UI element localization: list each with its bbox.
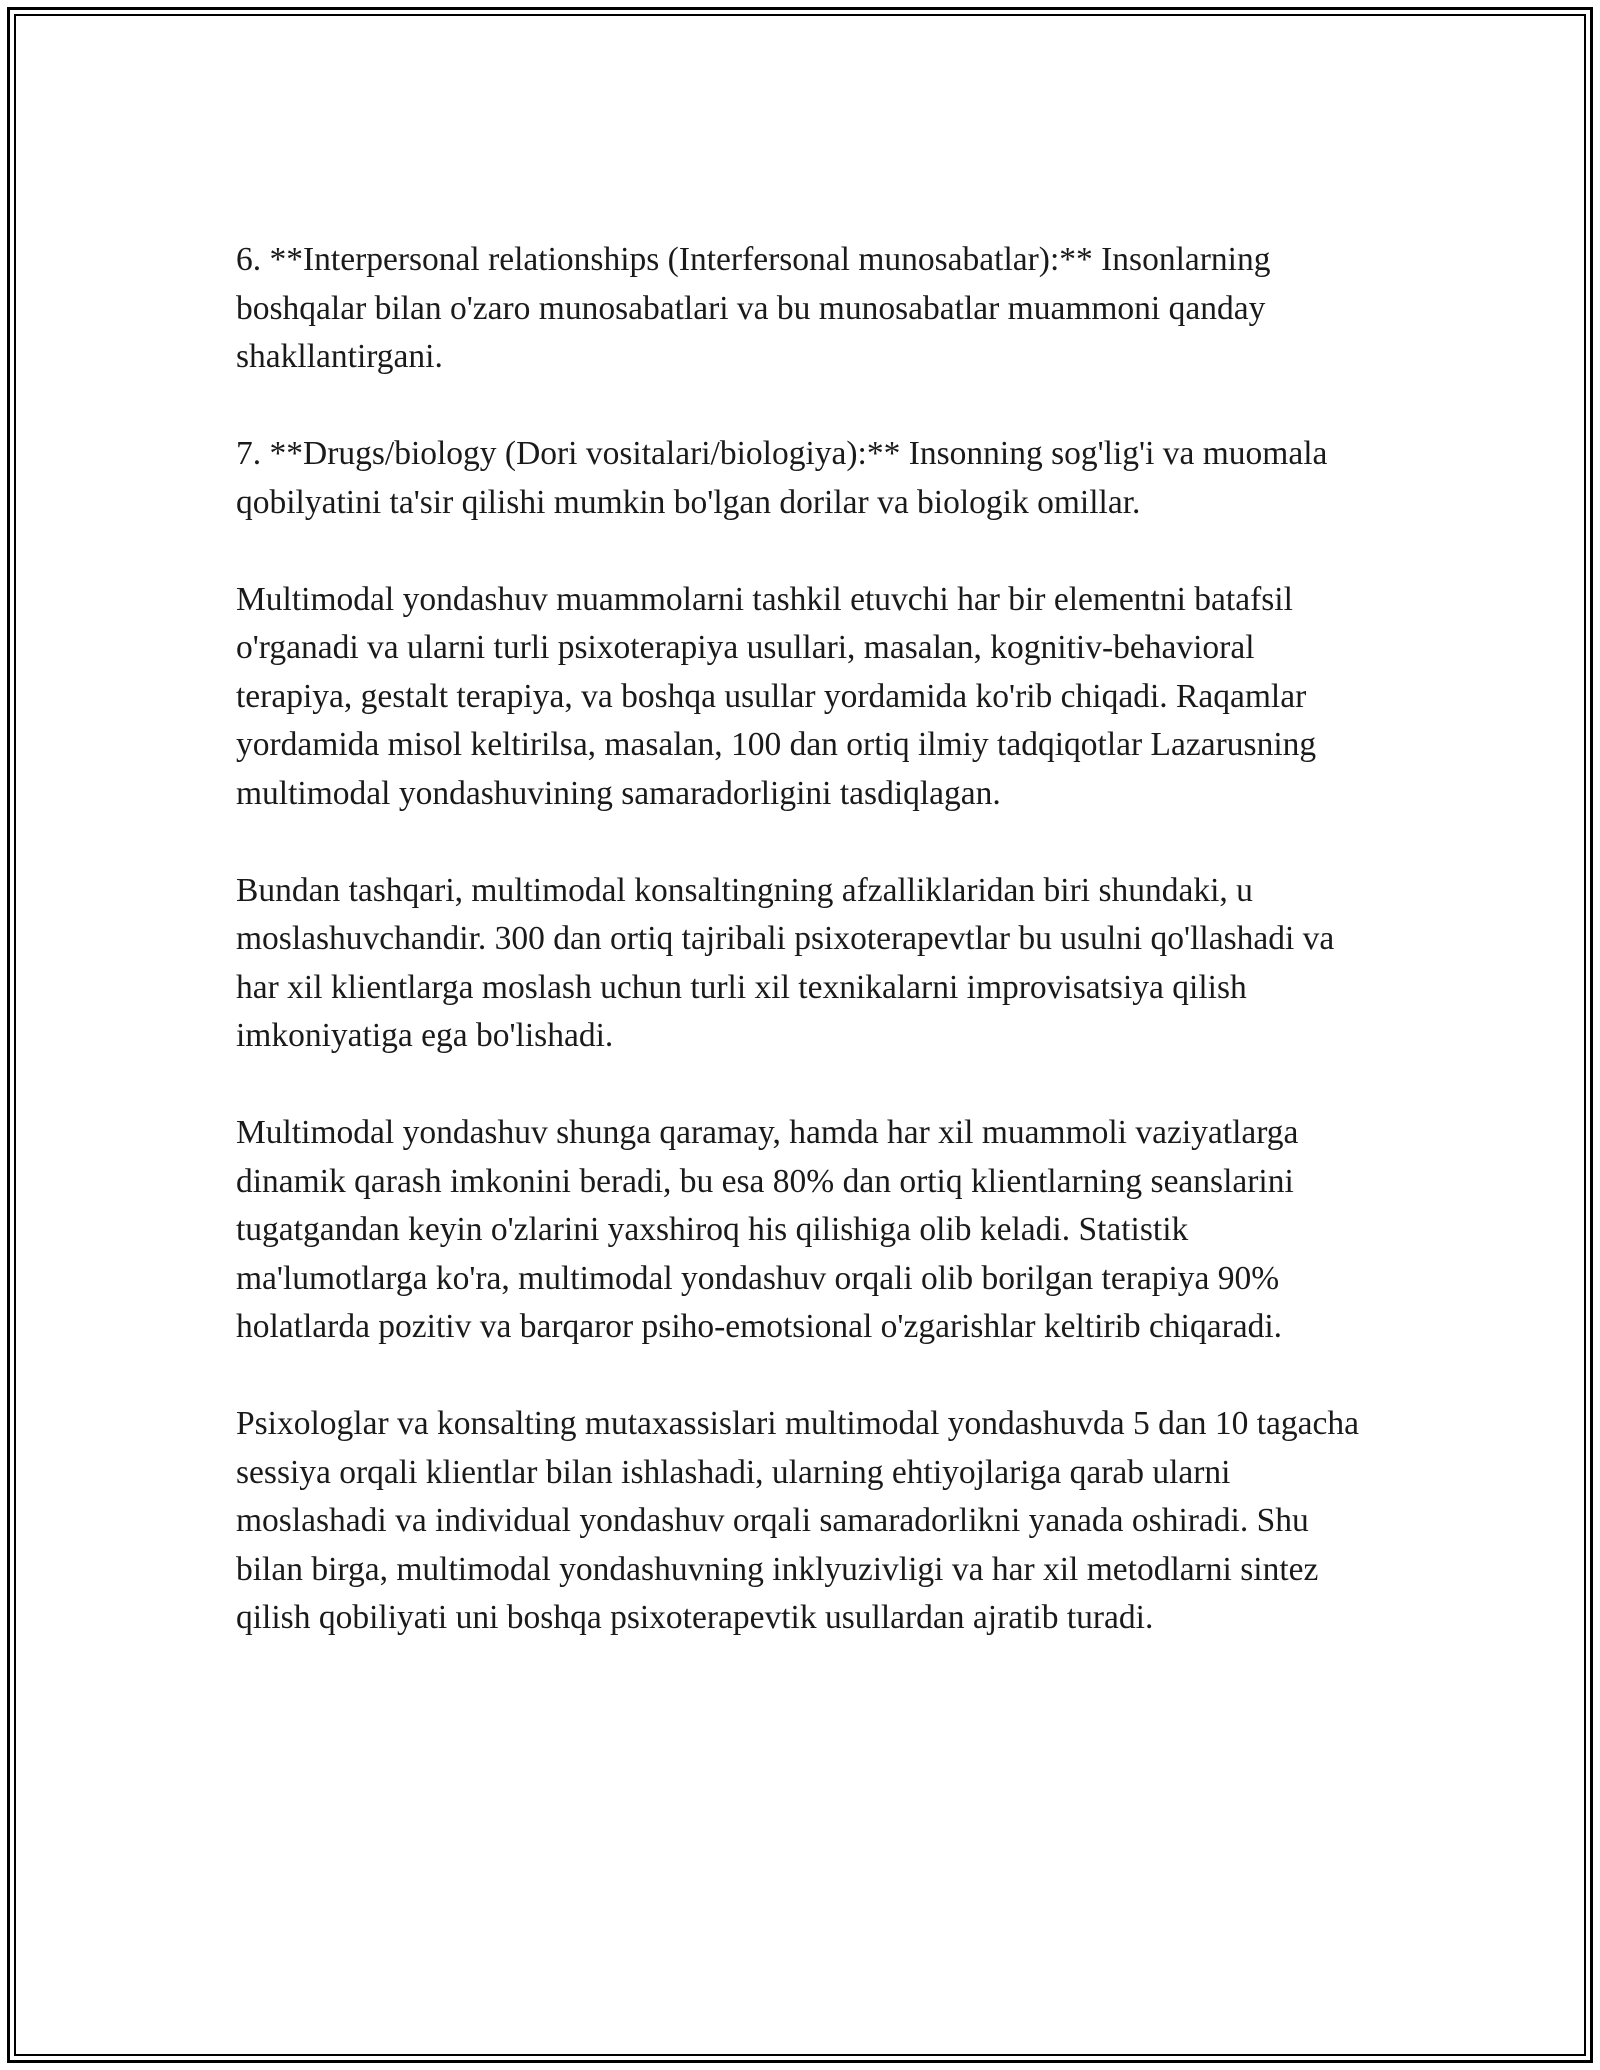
document-body: [236, 236, 1366, 1691]
paragraph-sessions: Psixologlar va konsalting mutaxassislari multimodal yondashuvda 5 dan 10 tagacha sessiya orqali klientlar bilan ishlashadi, ularning ehtiyojlariga qarab ularni moslashadi va individual yondashuv orqali samaradorlikni yanada oshiradi. Shu bilan birga, multimodal yondashuvning inklyuzivligi va har xil metodlarni sintez qilish qobiliyati uni boshqa psixoterapevtik usullardan ajratib turadi.: [236, 1405, 1359, 1636]
paragraph-interpersonal-relationships: 6. **Interpersonal relationships (Interfersonal munosabatlar):** Insonlarning boshqalar bilan o'zaro munosabatlari va bu munosabatlar muammoni qanday shakllantirgani.: [236, 241, 1271, 375]
paragraph-drugs-biology: 7. **Drugs/biology (Dori vositalari/biologiya):** Insonning sog'lig'i va muomala qobilyatini ta'sir qilishi mumkin bo'lgan dorilar va biologik omillar.: [236, 435, 1328, 521]
paragraph-flexibility: Bundan tashqari, multimodal konsaltingning afzalliklaridan biri shundaki, u moslashuvchandir. 300 dan ortiq tajribali psixoterapevtlar bu usulni qo'llashadi va har xil klientlarga moslash uchun turli xil texnikalarni improvisatsiya qilish imkoniyatiga ega bo'lishadi.: [236, 871, 1335, 1054]
paragraph-statistics: Multimodal yondashuv shunga qaramay, hamda har xil muammoli vaziyatlarga dinamik qarash imkonini beradi, bu esa 80% dan ortiq klientlarning seanslarini tugatgandan keyin o'zlarini yaxshiroq his qilishiga olib keladi. Statistik ma'lumotlarga ko'ra, multimodal yondashuv orqali olib borilgan terapiya 90% holatlarda pozitiv va barqaror psiho-emotsional o'zgarishlar keltirib chiqaradi.: [236, 1114, 1299, 1345]
paragraph-multimodal-elements: Multimodal yondashuv muammolarni tashkil etuvchi har bir elementni batafsil o'rganadi va ularni turli psixoterapiya usullari, masalan, kognitiv-behavioral terapiya, gestalt terapiya, va boshqa usullar yordamida ko'rib chiqadi. Raqamlar yordamida misol keltirilsa, masalan, 100 dan ortiq ilmiy tadqiqotlar Lazarusning multimodal yondashuvining samaradorligini tasdiqlagan.: [236, 580, 1317, 812]
